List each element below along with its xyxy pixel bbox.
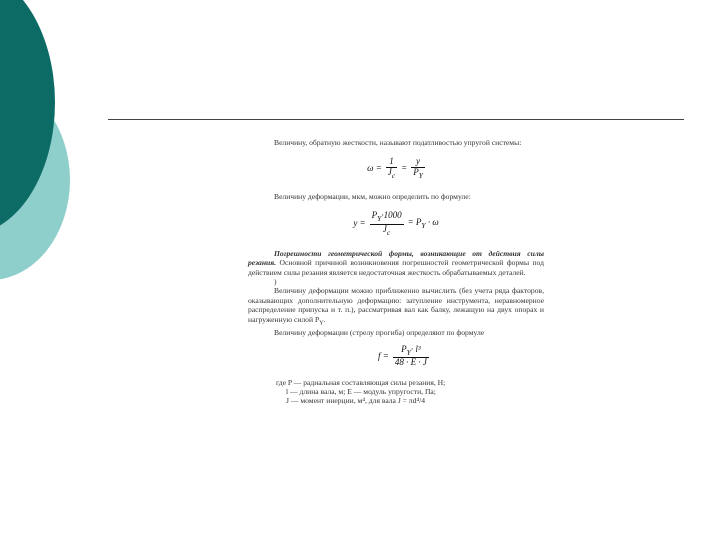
legend-line-3: J — момент инерции, м⁴, для вала J = πd⁴/4 xyxy=(286,396,426,406)
formula3-num: $P_Y\cdot l^3$ xyxy=(393,345,429,358)
formula2-num: $P_Y\cdot 1000$ xyxy=(371,210,402,224)
paragraph-deformation-formula-intro: Величину деформации, мкм, можно определить по формуле: xyxy=(274,192,471,202)
formula1-frac1-num: 1 xyxy=(386,157,397,167)
formula3-den: 48 · E · J xyxy=(394,357,427,368)
formula-deflection xyxy=(248,345,544,368)
formula3-lhs: f = xyxy=(378,350,389,361)
variable-legend xyxy=(276,378,544,406)
formula-compliance xyxy=(248,157,544,180)
geometric-errors-heading: Погрешности геометрической формы, возникающие от действия силы резания. xyxy=(248,248,544,268)
formula1-frac2-den: $P_Y$ xyxy=(413,166,423,180)
formula2-rhs: = $P_Y \cdot \omega$ xyxy=(407,217,439,230)
legend-line-1: где P — радиальная составляющая силы резания, Н; xyxy=(276,377,446,387)
formula1-fraction1 xyxy=(386,157,397,180)
formula1-frac1-den: $J_c$ xyxy=(387,166,396,180)
formula1-frac2-num: y xyxy=(411,157,425,167)
paragraph-geometric-errors xyxy=(248,249,544,277)
paragraph-deformation-approx: Величину деформации можно приближенно вычислить (без учета ряда факторов, оказывающих дополнительную деформацию: затупление инструмента, неравномерное распределение припуска и т. п.), рассматривая вал как балку, лежащую на двух опорах и нагруженную силой $P_Y$. xyxy=(248,286,544,327)
stray-bracket: ) xyxy=(274,277,277,287)
legend-line-2: l — длина вала, м; E — модуль упругости, Па; xyxy=(286,387,436,397)
geometric-errors-text: Основной причиной возникновения погрешностей геометрической формы под действием силы резания является недостаточная жесткость обрабатываемых деталей. xyxy=(248,258,544,277)
formula2-den: $J_c$ xyxy=(382,223,391,237)
formula1-fraction2 xyxy=(411,157,425,180)
formula3-fraction xyxy=(393,345,429,368)
paragraph-deflection-intro: Величину деформации (стрелу прогиба) определяют по формуле xyxy=(274,327,485,337)
formula-deformation xyxy=(248,211,544,236)
formula2-fraction xyxy=(370,211,404,236)
paragraph-compliance: Величину, обратную жесткости, называют податливостью упругой системы: xyxy=(274,138,522,147)
formula1-lhs: ω = xyxy=(367,163,382,173)
scanned-document-page xyxy=(248,138,544,406)
title-divider-line xyxy=(108,119,684,120)
formula1-eq: = xyxy=(401,163,408,173)
formula2-lhs: y = xyxy=(353,218,366,229)
